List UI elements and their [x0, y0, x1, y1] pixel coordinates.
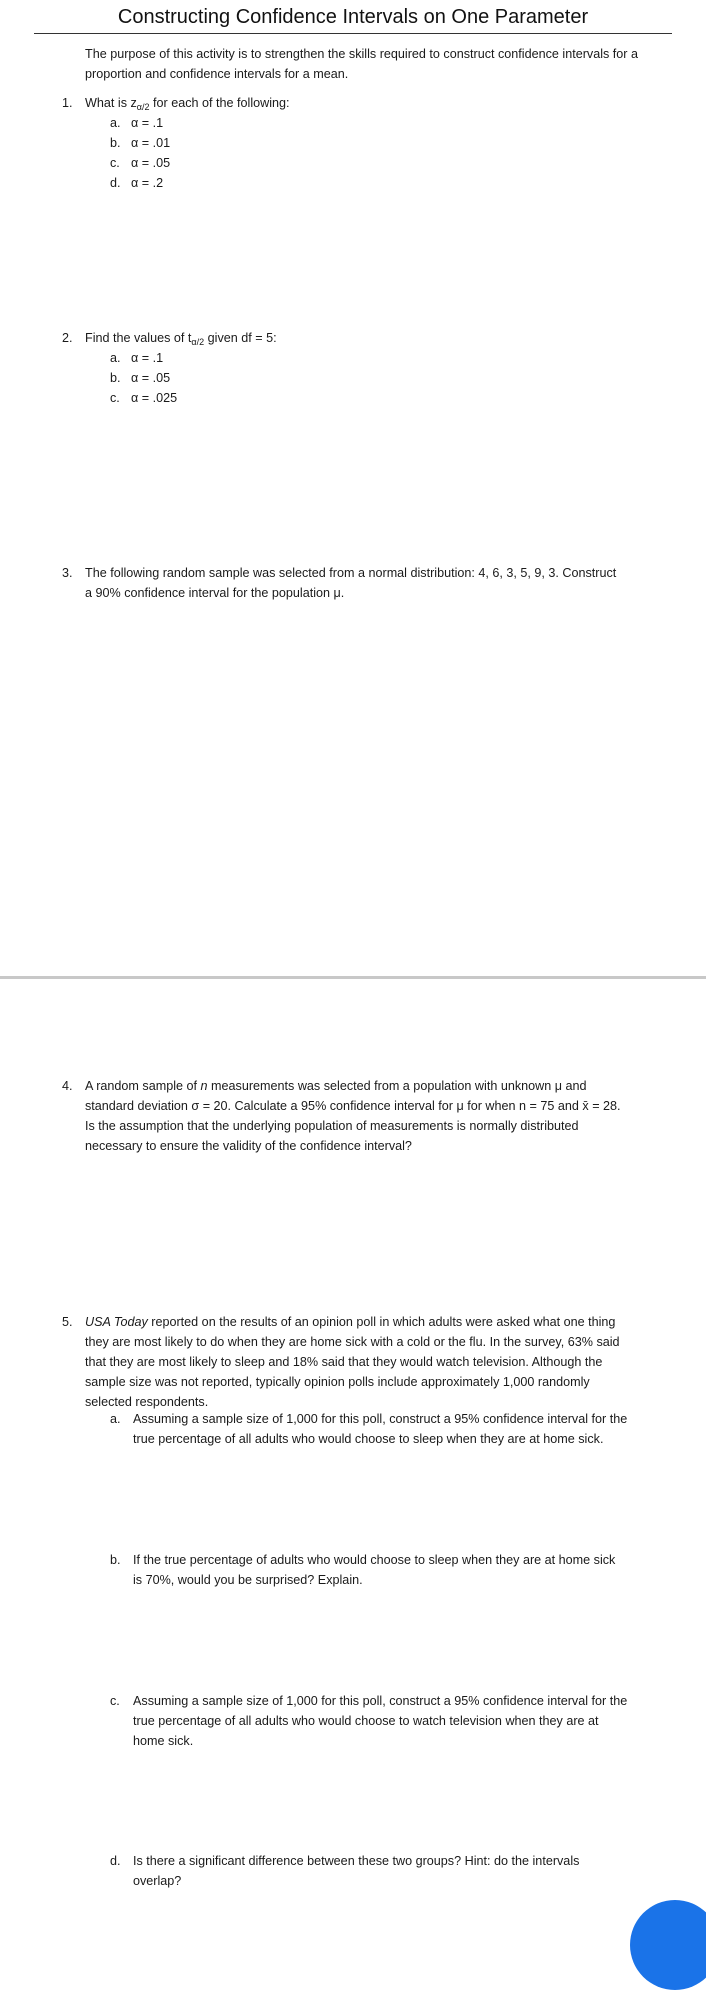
q4-text-line: Is the assumption that the underlying population of measurements is normally distributed — [85, 1119, 579, 1133]
q5-item-line: Assuming a sample size of 1,000 for this poll, construct a 95% confidence interval for the — [133, 1412, 628, 1426]
q5-text-line: selected respondents. — [85, 1395, 209, 1409]
q2-item-text: α = .025 — [131, 391, 178, 405]
q3-text-line: a 90% confidence interval for the population μ. — [85, 586, 345, 600]
q5-item-line: home sick. — [133, 1734, 194, 1748]
q2-number: 2. — [62, 331, 73, 345]
q5-item-letter: b. — [110, 1553, 121, 1567]
q1-item-letter: a. — [110, 116, 121, 130]
q5-number: 5. — [62, 1315, 73, 1329]
q4-text-line: A random sample of n measurements was selected from a population with unknown μ and — [85, 1079, 587, 1093]
q5-item-line: Assuming a sample size of 1,000 for this poll, construct a 95% confidence interval for the — [133, 1694, 628, 1708]
q1-item-letter: d. — [110, 176, 121, 190]
q4-text-line: standard deviation σ = 20. Calculate a 95% confidence interval for μ for when n = 75 and x̄ = 28. — [85, 1099, 621, 1113]
q1-item-letter: b. — [110, 136, 121, 150]
q3-number: 3. — [62, 566, 73, 580]
q1-item-text: α = .1 — [131, 116, 164, 130]
q5-text-line: that they are most likely to sleep and 18% said that they would watch television. Although the — [85, 1355, 603, 1369]
q2-item-letter: a. — [110, 351, 121, 365]
q5-item-line: overlap? — [133, 1874, 182, 1888]
q1-item-text: α = .01 — [131, 136, 171, 150]
q4-number: 4. — [62, 1079, 73, 1093]
q5-text-line: they are most likely to do when they are home sick with a cold or the flu. In the survey, 63% said — [85, 1335, 620, 1349]
q1-number: 1. — [62, 96, 73, 110]
q5-item-line: If the true percentage of adults who would choose to sleep when they are at home sick — [133, 1553, 616, 1567]
q1-item-text: α = .05 — [131, 156, 171, 170]
q5-item-letter: d. — [110, 1854, 121, 1868]
q2-item-text: α = .05 — [131, 371, 171, 385]
q5-item-line: is 70%, would you be surprised? Explain. — [133, 1573, 363, 1587]
q1-item-letter: c. — [110, 156, 120, 170]
q5-item-letter: c. — [110, 1694, 120, 1708]
floating-action-button[interactable] — [630, 1900, 706, 1990]
q2-item-letter: b. — [110, 371, 121, 385]
page-title: Constructing Confidence Intervals on One Parameter — [117, 6, 589, 28]
q5-item-line: Is there a significant difference between these two groups? Hint: do the intervals — [133, 1854, 580, 1868]
page-break — [0, 976, 706, 979]
q5-item-letter: a. — [110, 1412, 121, 1426]
q1-text: What is $z_{\alpha/2}$ for each of the following: — [85, 96, 290, 112]
q5-text-line: sample size was not reported, typically opinion polls include approximately 1,000 randomly — [85, 1375, 590, 1389]
q2-text: Find the values of $t_{\alpha/2}$ given df = 5: — [85, 331, 277, 347]
q5-text-line: USA Today reported on the results of an opinion poll in which adults were asked what one thing — [85, 1315, 616, 1329]
q4-text-line: necessary to ensure the validity of the confidence interval? — [85, 1139, 412, 1153]
q3-text-line: The following random sample was selected from a normal distribution: 4, 6, 3, 5, 9, 3. Construct — [85, 566, 617, 580]
title-divider — [34, 33, 672, 34]
q1-item-text: α = .2 — [131, 176, 164, 190]
q5-item-line: true percentage of all adults who would choose to sleep when they are at home sick. — [133, 1432, 604, 1446]
q2-item-text: α = .1 — [131, 351, 164, 365]
q2-item-letter: c. — [110, 391, 120, 405]
q5-item-line: true percentage of all adults who would choose to watch television when they are at — [133, 1714, 599, 1728]
intro-paragraph: The purpose of this activity is to strengthen the skills required to construct confidence intervals for a proportion and confidence intervals for a mean. — [85, 47, 638, 81]
